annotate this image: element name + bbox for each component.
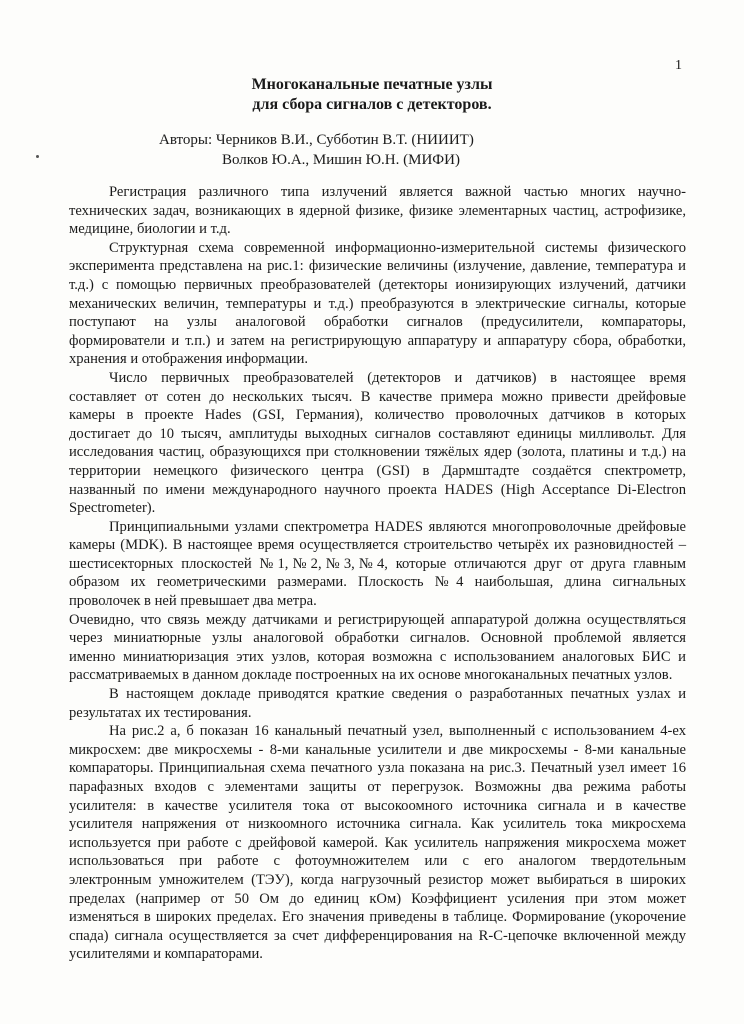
text-line: Структурная схема современной информационно-измерительной системы физического: [109, 239, 686, 256]
text-line: названный по имени международного научного проекта HADES (High Acceptance Di-Electron: [69, 481, 686, 498]
text-line: технических задач, возникающих в ядерной физике, физике элементарных частиц, астрофизике,: [69, 202, 686, 219]
text-line: камеры (MDK). В настоящее время осуществляется строительство четырёх их разновидностей –: [69, 537, 686, 554]
authors-line-2: Волков Ю.А., Мишин Ю.Н. (МИФИ): [222, 152, 460, 168]
text-line: территории немецкого физического центра (GSI) в Дармштадте создаётся спектрометр,: [69, 462, 686, 479]
text-line: образом их геометрическими размерами. Плоскость №4 наибольшая, длина сигнальных: [69, 574, 686, 591]
authors-line-1: Авторы: Черников В.И., Субботин В.Т. (НИИИТ): [159, 132, 474, 148]
text-line: Регистрация различного типа излучений является важной частью многих научно-: [109, 184, 686, 200]
text-line: микросхем: две микросхемы - 8-ми канальные усилители и две микросхемы - 8-ми канальные: [69, 741, 686, 758]
body-text: [69, 183, 686, 964]
text-line: Число первичных преобразователей (детекторов и датчиков) в настоящее время: [109, 369, 686, 386]
document-title: [0, 75, 744, 115]
text-line: проволочек в ней превышает два метра.: [69, 593, 317, 610]
text-line: механических величин, температуры и т.д.) преобразуются в электрические сигналы, которые: [69, 295, 686, 312]
text-line: т.д.) с помощью первичных преобразователей (детекторы ионизирующих излучений, датчики: [69, 276, 686, 293]
text-line: изменяться в широких пределах. Его значения приведены в таблице. Формирование (укорочение: [69, 909, 686, 926]
text-line: результатах их тестирования.: [69, 704, 252, 721]
paragraph: [69, 685, 686, 722]
text-line: формирователи и т.п.) и затем на регистрирующую аппаратуру и аппаратуру сбора, обработки,: [69, 332, 686, 349]
paragraph: [69, 239, 686, 369]
paragraph: [69, 611, 686, 685]
text-line: используется при работе с дрейфовой камерой. Как усилитель напряжения микросхема может: [69, 834, 686, 851]
text-line: На рис.2 а, б показан 16 канальный печатный узел, выполненный с использованием 4-ех: [109, 723, 686, 740]
text-line: В настоящем докладе приводятся краткие сведения о разработанных печатных узлах и: [109, 686, 686, 703]
scan-speck: [36, 155, 39, 158]
text-line: усилителя: в качестве усилителя тока от высокоомного источника сигнала и в качестве: [69, 797, 686, 814]
text-line: парафазных входов с элементами защиты от перегрузок. Возможны два режима работы: [69, 779, 686, 795]
text-line: именно миниатюризация этих узлов, которая возможна с использованием аналоговых БИС и: [69, 648, 686, 665]
text-line: пределах (например от 50 Ом до единиц кОм) Коэффициент усиления при этом может: [69, 890, 686, 907]
text-line: медицине, биологии и т.д.: [69, 221, 231, 238]
text-line: спада) сигнала осуществляется за счет дифференцирования на R-C-цепочке включенной между: [69, 927, 686, 944]
text-line: камеры в проекте Hades (GSI, Германия), количество проволочных датчиков в которых: [69, 407, 686, 424]
page-number: 1: [675, 58, 682, 73]
paragraph: [69, 722, 686, 964]
text-line: Spectrometer).: [69, 500, 156, 517]
text-line: усилителями и компараторами.: [69, 946, 263, 963]
authors-block: [0, 130, 744, 170]
text-line: поступают на узлы аналоговой обработки сигналов (предусилители, компараторы,: [69, 314, 686, 331]
text-line: исследования частиц, образующихся при столкновении тяжёлых ядер (золота, платины и т.д.) на: [69, 444, 686, 461]
paragraph: [69, 518, 686, 611]
text-line: электронным умножителем (ТЭУ), когда нагрузочный резистор может выбираться в широких: [69, 871, 686, 888]
text-line: составляет от сотен до нескольких тысяч. В качестве примера можно привести дрейфовые: [69, 388, 686, 405]
title-line-1: Многоканальные печатные узлы: [251, 76, 493, 93]
text-line: эксперимента представлена на рис.1: физические величины (излучение, давление, температура и: [69, 258, 686, 275]
text-line: Принципиальными узлами спектрометра HADES являются многопроволочные дрейфовые: [109, 518, 686, 535]
paragraph: [69, 183, 686, 239]
text-line: достигает до 10 тысяч, амплитуды выходных сигналов составляют единицы милливольт. Для: [69, 425, 686, 442]
text-line: усилителя напряжения от низкоомного источника сигнала. Как усилитель тока микросхема: [69, 816, 686, 833]
paragraph: [69, 369, 686, 518]
text-line: шестисекторных плоскостей №1,№2,№3,№4, которые отличаются друг от друга главным: [69, 555, 686, 572]
text-line: рассматриваемых в данном докладе построенных на их основе многоканальных печатных узлов.: [69, 667, 673, 684]
text-line: через миниатюрные узлы аналоговой обработки сигналов. Основной проблемой является: [69, 630, 686, 647]
title-line-2: для сбора сигналов с детекторов.: [252, 96, 492, 113]
text-line: хранения и отображения информации.: [69, 351, 309, 368]
text-line: использоваться при работе с фотоумножителем или с его аналогом твердотельным: [69, 853, 686, 870]
text-line: компараторы. Принципиальная схема печатного узла показана на рис.3. Печатный узел имеет 16: [69, 760, 686, 777]
text-line: Очевидно, что связь между датчиками и регистрирующей аппаратурой должна осуществляться: [69, 611, 686, 628]
